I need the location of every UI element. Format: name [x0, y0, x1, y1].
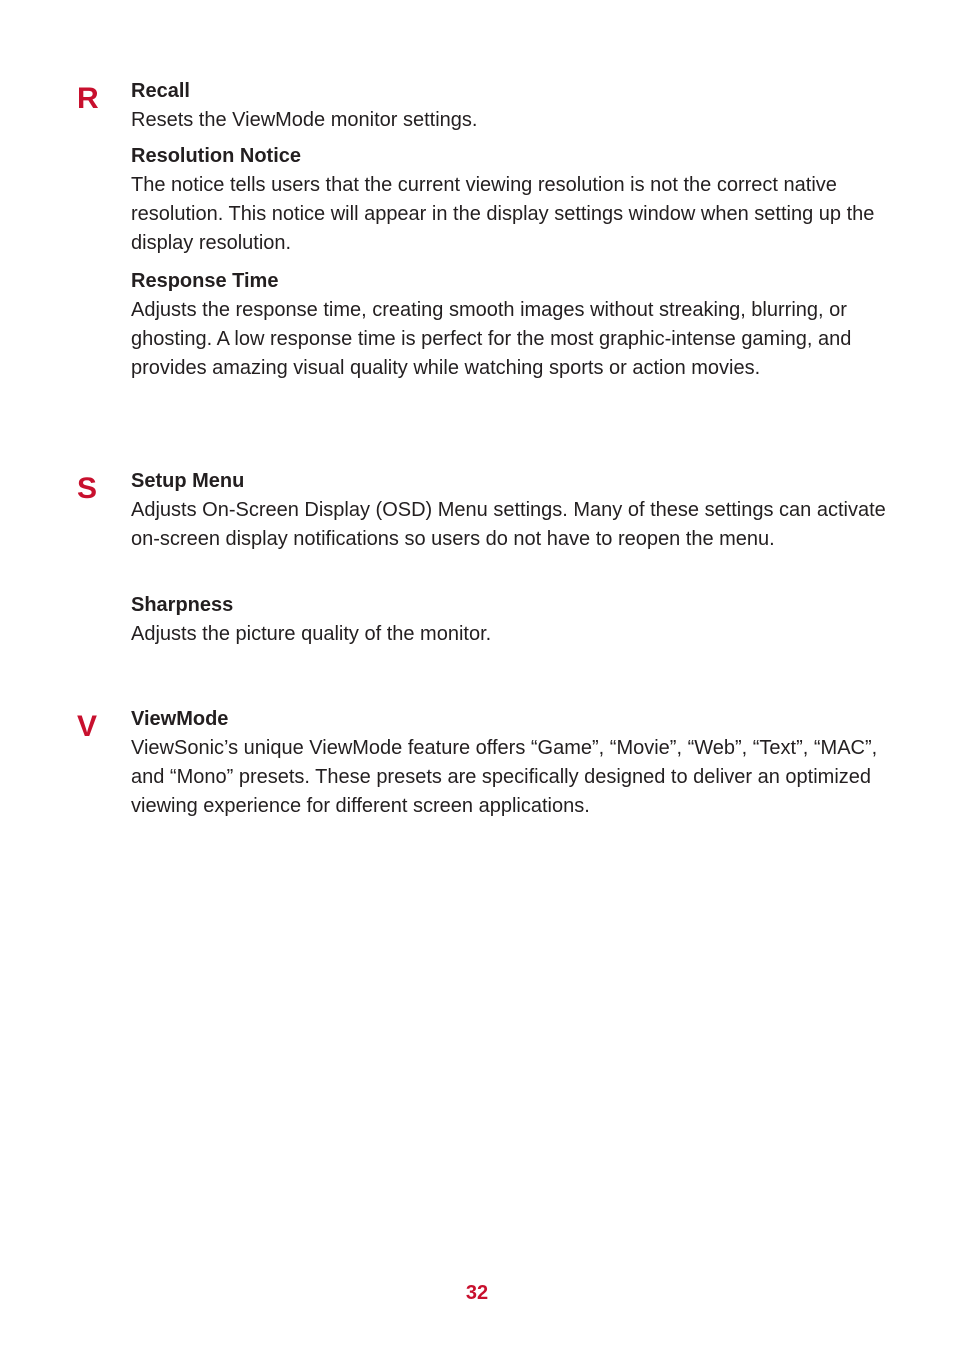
description-response-time: Adjusts the response time, creating smooth images without streaking, blurring, or ghosting. A low response time is perfect for the most graphic-intense gaming, and provides amazing visual quality while watching sports or action movies. [131, 299, 852, 379]
section-letter-s: S [77, 472, 98, 505]
term-setup-menu: Setup Menu [131, 470, 245, 492]
glossary-entry-recall [131, 77, 891, 135]
term-resolution-notice: Resolution Notice [131, 145, 302, 167]
page-number: 32 [465, 1282, 489, 1304]
section-letter-r: R [77, 82, 99, 115]
description-recall: Resets the ViewMode monitor settings. [131, 109, 478, 131]
glossary-entry-viewmode [131, 705, 891, 821]
term-viewmode: ViewMode [131, 708, 229, 730]
glossary-entry-setup-menu [131, 467, 891, 554]
description-sharpness: Adjusts the picture quality of the monitor. [131, 623, 492, 645]
description-viewmode: ViewSonic’s unique ViewMode feature offers “Game”, “Movie”, “Web”, “Text”, “MAC”, and “Mono” presets. These presets are specifically designed to deliver an optimized viewing experience for different screen applications. [131, 737, 878, 817]
term-sharpness: Sharpness [131, 594, 234, 616]
glossary-entry-response-time [131, 267, 891, 383]
description-setup-menu: Adjusts On-Screen Display (OSD) Menu settings. Many of these settings can activate on-screen display notifications so users do not have to reopen the menu. [131, 499, 886, 550]
glossary-entry-resolution-notice [131, 142, 891, 258]
glossary-entry-sharpness [131, 591, 891, 649]
term-recall: Recall [131, 80, 190, 102]
description-resolution-notice: The notice tells users that the current viewing resolution is not the correct native resolution. This notice will appear in the display settings window when setting up the display resolution. [131, 174, 875, 254]
term-response-time: Response Time [131, 270, 279, 292]
section-letter-v: V [77, 710, 98, 743]
